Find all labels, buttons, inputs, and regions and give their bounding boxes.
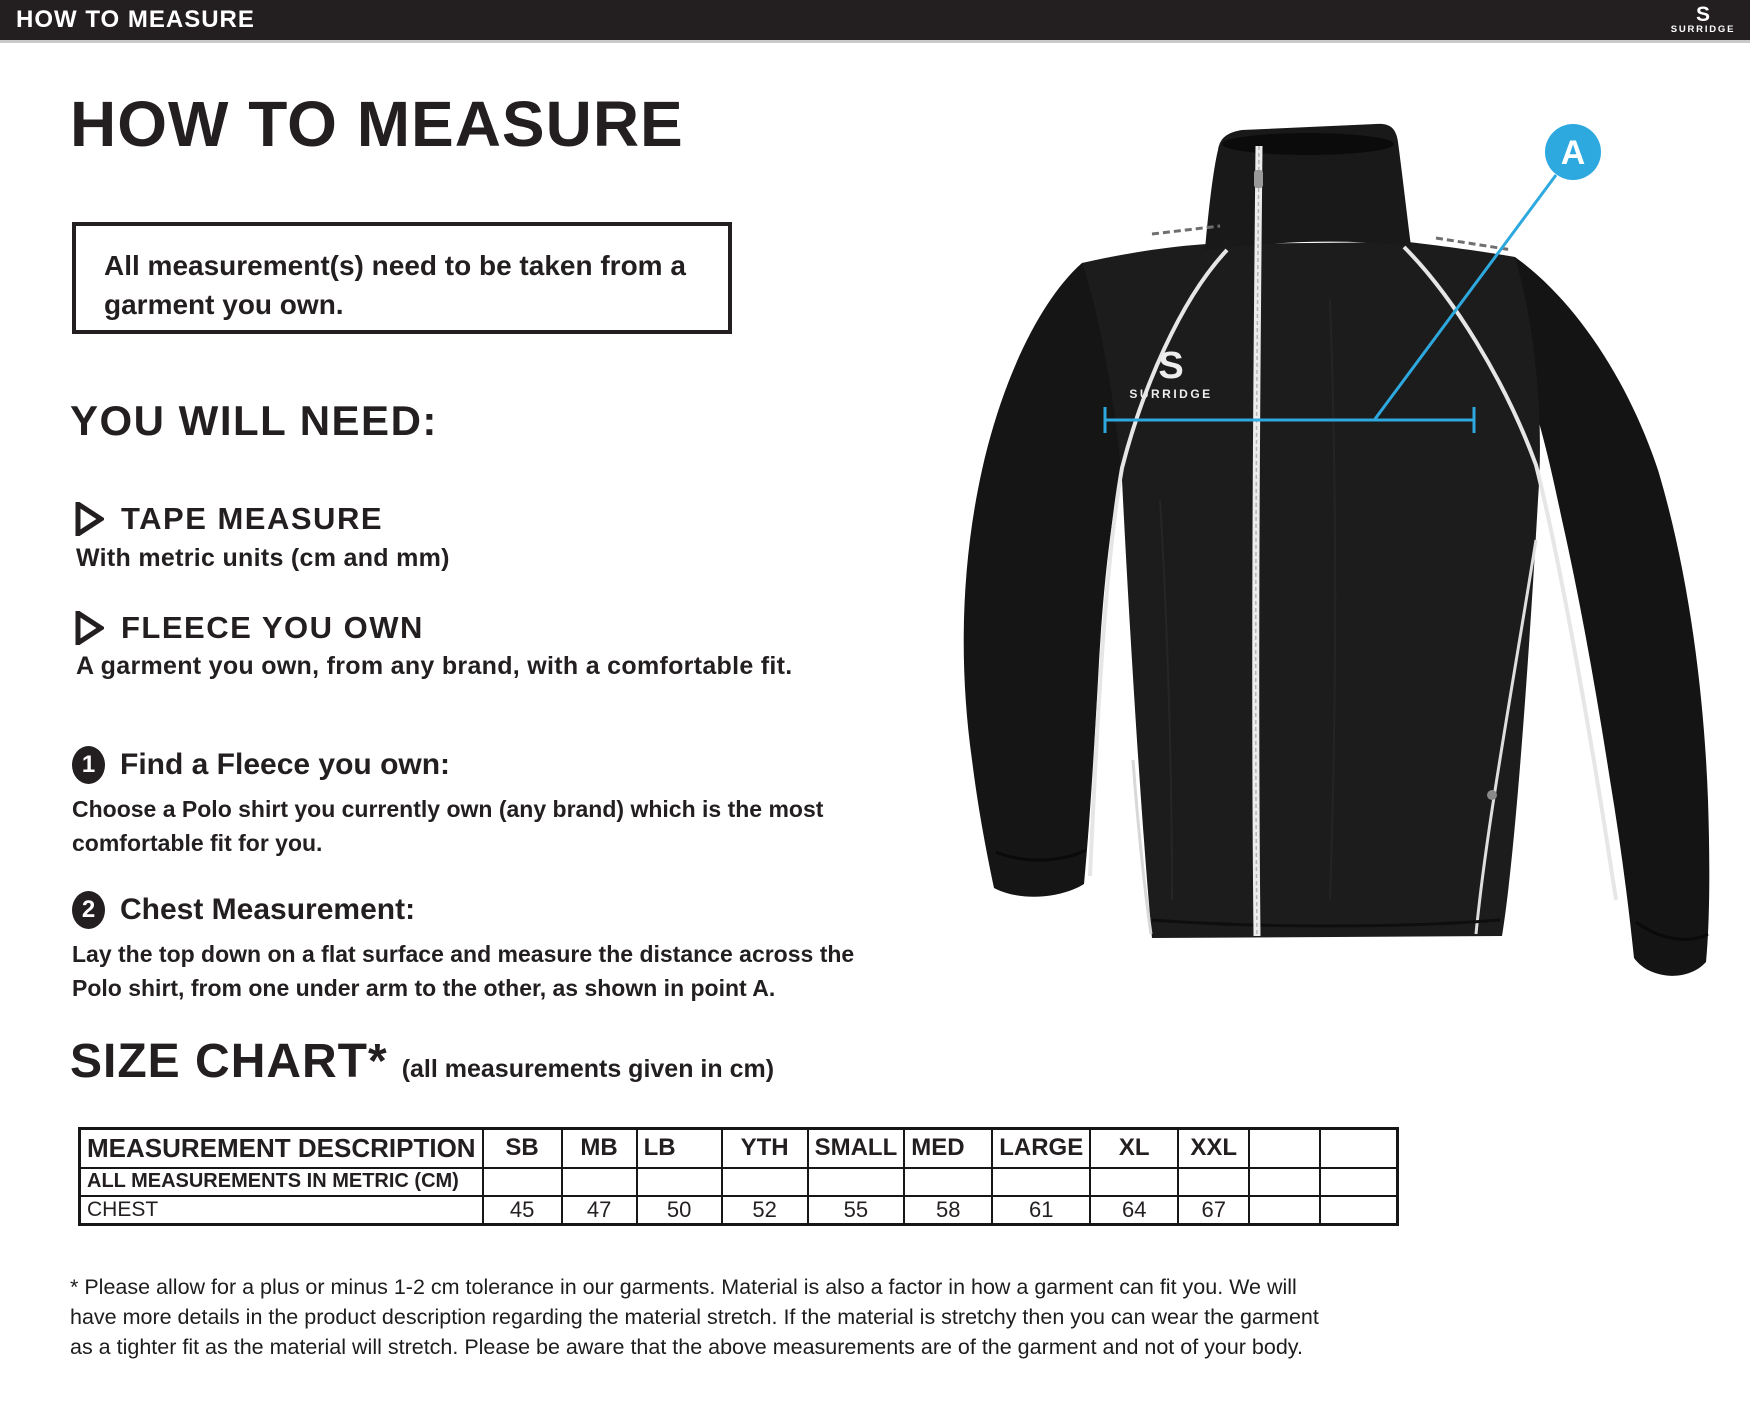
table-header-row xyxy=(80,1129,1398,1168)
point-a-label: A xyxy=(1560,134,1586,172)
surridge-logo-mark: S xyxy=(1695,3,1710,26)
step-number-badge: 2 xyxy=(72,891,105,929)
column-header: YTH xyxy=(722,1129,808,1168)
value-cell: 52 xyxy=(722,1196,808,1225)
zip-pull xyxy=(1254,170,1263,188)
value-cell: 58 xyxy=(904,1196,992,1225)
column-header: SMALL xyxy=(808,1129,905,1168)
value-cell xyxy=(808,1168,905,1196)
value-cell xyxy=(1249,1168,1320,1196)
chest-logo-mark: S xyxy=(1158,345,1184,387)
value-cell xyxy=(992,1168,1090,1196)
size-chart-heading: SIZE CHART* xyxy=(70,1035,388,1088)
value-cell xyxy=(1320,1168,1397,1196)
value-cell: 67 xyxy=(1178,1196,1249,1225)
step-2-description: Lay the top down on a flat surface and measure the distance across the Polo shirt, from one under arm to the other, as shown in point A. xyxy=(72,941,855,1001)
size-chart-heading-row xyxy=(70,1035,775,1088)
page-title: HOW TO MEASURE xyxy=(70,88,684,160)
play-triangle-icon xyxy=(74,611,104,645)
value-cell xyxy=(904,1168,992,1196)
play-triangle-icon xyxy=(74,502,104,536)
value-cell: 64 xyxy=(1090,1196,1178,1225)
you-will-need-heading: YOU WILL NEED: xyxy=(70,397,438,444)
table-row xyxy=(80,1196,1398,1225)
column-header: MED xyxy=(904,1129,992,1168)
row-label-cell: ALL MEASUREMENTS IN METRIC (CM) xyxy=(80,1168,483,1196)
value-cell: 61 xyxy=(992,1196,1090,1225)
notice-text: All measurement(s) need to be taken from a garment you own. xyxy=(104,250,686,320)
collar-opening-shadow xyxy=(1222,133,1394,155)
column-header: LB xyxy=(637,1129,722,1168)
row-label-cell: CHEST xyxy=(80,1196,483,1225)
column-header: MEASUREMENT DESCRIPTION xyxy=(80,1129,483,1168)
need-item-fleece xyxy=(74,610,424,646)
notice-box xyxy=(72,222,732,334)
step-number-badge: 1 xyxy=(72,746,105,784)
step-title: Find a Fleece you own: xyxy=(120,748,451,781)
chest-logo-text: SURRIDGE xyxy=(1129,387,1213,401)
side-zip-pull xyxy=(1487,790,1497,800)
value-cell xyxy=(562,1168,637,1196)
top-bar xyxy=(0,0,1750,43)
value-cell xyxy=(722,1168,808,1196)
step-1-heading-row xyxy=(72,746,450,784)
table-row xyxy=(80,1168,1398,1196)
need-item-desc: With metric units (cm and mm) xyxy=(76,544,450,572)
need-item-tape-measure xyxy=(74,501,383,537)
value-cell xyxy=(1178,1168,1249,1196)
product-photo-fleece-jacket xyxy=(890,85,1750,1085)
size-chart-subheading: (all measurements given in cm) xyxy=(401,1055,775,1083)
column-header: LARGE xyxy=(992,1129,1090,1168)
need-item-desc: A garment you own, from any brand, with a comfortable fit. xyxy=(76,652,793,680)
footnote: * Please allow for a plus or minus 1-2 cm tolerance in our garments. Material is also a factor in how a garment can fit you. We will have more details in the product description regarding the material stretch. If the material is stretchy then you can wear the garment as a tighter fit as the material will stretch. Please be aware that the above measurements are of the garment and not of your body. xyxy=(70,1275,1319,1359)
surridge-logo-text: SURRIDGE xyxy=(1670,24,1736,35)
column-header xyxy=(1249,1129,1320,1168)
value-cell xyxy=(483,1168,562,1196)
jacket-torso xyxy=(1082,242,1540,938)
step-2-heading-row xyxy=(72,891,415,929)
column-header: XXL xyxy=(1178,1129,1249,1168)
value-cell xyxy=(1090,1168,1178,1196)
value-cell xyxy=(637,1168,722,1196)
value-cell: 55 xyxy=(808,1196,905,1225)
value-cell: 47 xyxy=(562,1196,637,1225)
column-header: MB xyxy=(562,1129,637,1168)
surridge-logo xyxy=(1668,1,1738,39)
top-bar-title: HOW TO MEASURE xyxy=(16,6,255,33)
need-item-title: FLEECE YOU OWN xyxy=(121,610,424,645)
column-header: XL xyxy=(1090,1129,1178,1168)
size-chart-table xyxy=(78,1127,1399,1226)
value-cell xyxy=(1320,1196,1397,1225)
step-1-description: Choose a Polo shirt you currently own (any brand) which is the most comfortable fit for you. xyxy=(72,796,824,856)
value-cell: 50 xyxy=(637,1196,722,1225)
need-item-title: TAPE MEASURE xyxy=(121,501,384,536)
column-header xyxy=(1320,1129,1397,1168)
value-cell: 45 xyxy=(483,1196,562,1225)
column-header: SB xyxy=(483,1129,562,1168)
value-cell xyxy=(1249,1196,1320,1225)
step-title: Chest Measurement: xyxy=(120,893,416,926)
